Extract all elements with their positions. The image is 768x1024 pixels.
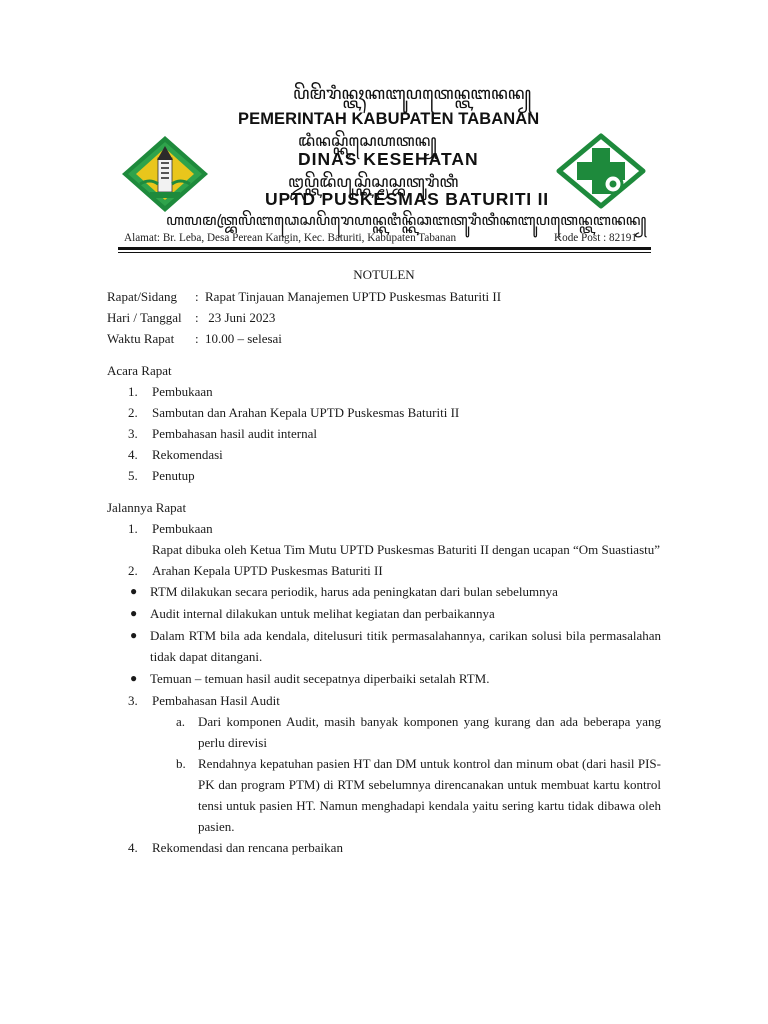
bullet-item bbox=[128, 603, 661, 624]
balinese-script-line: ꦥꦼꦩꦼꦫꦶꦤ꧀ꦠꦃꦏꦧꦸꦥꦠꦺꦤ꧀ꦠꦧꦤꦤ꧀ bbox=[293, 84, 532, 104]
item-body: Rapat dibuka oleh Ketua Tim Mutu UPTD Puskesmas Baturiti II dengan ucapan “Om Suastiastu” bbox=[152, 542, 661, 557]
list-item bbox=[107, 444, 661, 465]
meta-key: Rapat/Sidang bbox=[107, 289, 178, 304]
letterhead bbox=[118, 76, 653, 254]
item-number: 2. bbox=[128, 563, 138, 578]
item-text: Dari komponen Audit, masih banyak komponen yang kurang dan ada beberapa yang perlu direvisi bbox=[198, 714, 661, 750]
bullet-item bbox=[128, 668, 661, 689]
proceedings-heading: Jalannya Rapat bbox=[107, 500, 187, 515]
meta-colon: : bbox=[195, 331, 199, 346]
bullet-text: Dalam RTM bila ada kendala, ditelusuri titik permasalahannya, carikan solusi bila permasalahan tidak dapat ditangani. bbox=[150, 628, 661, 664]
item-title: Pembukaan bbox=[152, 521, 213, 536]
item-title: Pembahasan Hasil Audit bbox=[152, 693, 280, 708]
letterhead-divider bbox=[118, 247, 651, 250]
item-letter: a. bbox=[176, 714, 186, 729]
address-line bbox=[124, 233, 649, 244]
bullet-text: RTM dilakukan secara periodik, harus ada peningkatan dari bulan sebelumnya bbox=[150, 584, 558, 599]
proceedings-list bbox=[107, 518, 661, 858]
minutes-document bbox=[107, 264, 661, 858]
item-number: 5. bbox=[128, 468, 138, 483]
item-text: Sambutan dan Arahan Kepala UPTD Puskesmas Baturiti II bbox=[152, 405, 460, 420]
list-item bbox=[107, 837, 661, 858]
list-item bbox=[107, 690, 661, 837]
meta-row bbox=[107, 286, 661, 307]
meta-colon: : bbox=[195, 289, 199, 304]
lettered-list bbox=[152, 711, 661, 837]
list-item bbox=[107, 518, 661, 560]
unit-name: UPTD PUSKESMAS BATURITI II bbox=[265, 189, 549, 209]
bullet-list bbox=[128, 581, 661, 689]
bullet-item bbox=[128, 625, 661, 667]
government-name: PEMERINTAH KABUPATEN TABANAN bbox=[238, 110, 540, 128]
meta-row bbox=[107, 328, 661, 349]
item-number: 1. bbox=[128, 384, 138, 399]
item-text: Rekomendasi bbox=[152, 447, 223, 462]
address-text: Alamat: Br. Leba, Desa Perean Kangin, Kec. Baturiti, Kabupaten Tabanan bbox=[124, 232, 457, 244]
bullet-icon: ● bbox=[130, 671, 138, 685]
meta-key: Hari / Tanggal bbox=[107, 310, 182, 325]
item-number: 4. bbox=[128, 447, 138, 462]
item-text: Pembahasan hasil audit internal bbox=[152, 426, 317, 441]
list-item bbox=[107, 465, 661, 486]
lettered-item bbox=[176, 711, 661, 753]
document-title: NOTULEN bbox=[353, 267, 415, 282]
list-item bbox=[107, 381, 661, 402]
agenda-heading: Acara Rapat bbox=[107, 363, 172, 378]
bullet-icon: ● bbox=[130, 606, 138, 620]
balinese-script-line: ꦈꦥ꧀ꦠꦼꦢꦼꦥꦸꦱ꧀ꦏꦼꦱ꧀ꦩꦱ꧀ꦧꦠꦸꦫꦶꦠꦶ bbox=[288, 172, 459, 191]
item-title: Arahan Kepala UPTD Puskesmas Baturiti II bbox=[152, 563, 383, 578]
meta-row bbox=[107, 307, 661, 328]
bullet-icon: ● bbox=[130, 628, 138, 642]
meta-key: Waktu Rapat bbox=[107, 331, 175, 346]
item-text: Pembukaan bbox=[152, 384, 213, 399]
item-number: 3. bbox=[128, 426, 138, 441]
item-title: Rekomendasi dan rencana perbaikan bbox=[152, 840, 343, 855]
item-text: Rendahnya kepatuhan pasien HT dan DM untuk kontrol dan minum obat (dari hasil PIS-PK dan program PTM) di RTM sebelumnya direncanakan untuk membuat kartu kontrol tensi untuk pasien HT. Namun menghadapi kendala yaitu sering kartu tidak dibawa oleh pasien. bbox=[198, 756, 661, 834]
agency-name: DINAS KESEHATAN bbox=[298, 149, 479, 169]
item-number: 4. bbox=[128, 840, 138, 855]
bullet-text: Temuan – temuan hasil audit secepatnya diperbaiki setalah RTM. bbox=[150, 671, 490, 686]
agenda-section bbox=[107, 360, 661, 486]
bullet-item bbox=[128, 581, 661, 602]
item-text: Penutup bbox=[152, 468, 195, 483]
proceedings-section bbox=[107, 497, 661, 858]
postal-code: Kode Post : 82191 bbox=[554, 232, 637, 244]
list-item bbox=[107, 402, 661, 423]
bullet-icon: ● bbox=[130, 584, 138, 598]
meeting-info bbox=[107, 286, 661, 349]
balinese-script-line: ꦲꦭꦩꦠ꧀ꦧꦿꦭꦼꦧꦣꦺꦱꦥꦼꦫꦺꦲꦤ꧀ꦏꦔꦶꦤ꧀ꦏꦼꦕꦧꦠꦸꦫꦶꦠꦶꦏꦧꦸꦥꦠꦺꦤ꧀ꦠꦧꦤꦤ꧀ bbox=[166, 211, 647, 229]
meta-value: Rapat Tinjauan Manajemen UPTD Puskesmas Baturiti II bbox=[205, 289, 502, 304]
item-number: 3. bbox=[128, 693, 138, 708]
list-item bbox=[107, 423, 661, 444]
bullet-text: Audit internal dilakukan untuk melihat kegiatan dan perbaikannya bbox=[150, 606, 495, 621]
letterhead-divider-thin bbox=[118, 252, 651, 253]
meta-value: 10.00 – selesai bbox=[205, 331, 282, 346]
meta-colon: : bbox=[195, 310, 199, 325]
meta-value: 23 Juni 2023 bbox=[205, 310, 276, 325]
lettered-item bbox=[176, 753, 661, 837]
item-letter: b. bbox=[176, 756, 186, 771]
item-number: 2. bbox=[128, 405, 138, 420]
list-item bbox=[107, 560, 661, 689]
item-number: 1. bbox=[128, 521, 138, 536]
puskesmas-logo-icon bbox=[555, 132, 647, 210]
tabanan-emblem-icon bbox=[120, 134, 210, 214]
balinese-script-line: ꦢꦶꦤꦱ꧀ꦏꦼꦱꦺꦲꦠꦤ꧀ bbox=[298, 131, 437, 150]
agenda-list bbox=[107, 381, 661, 486]
